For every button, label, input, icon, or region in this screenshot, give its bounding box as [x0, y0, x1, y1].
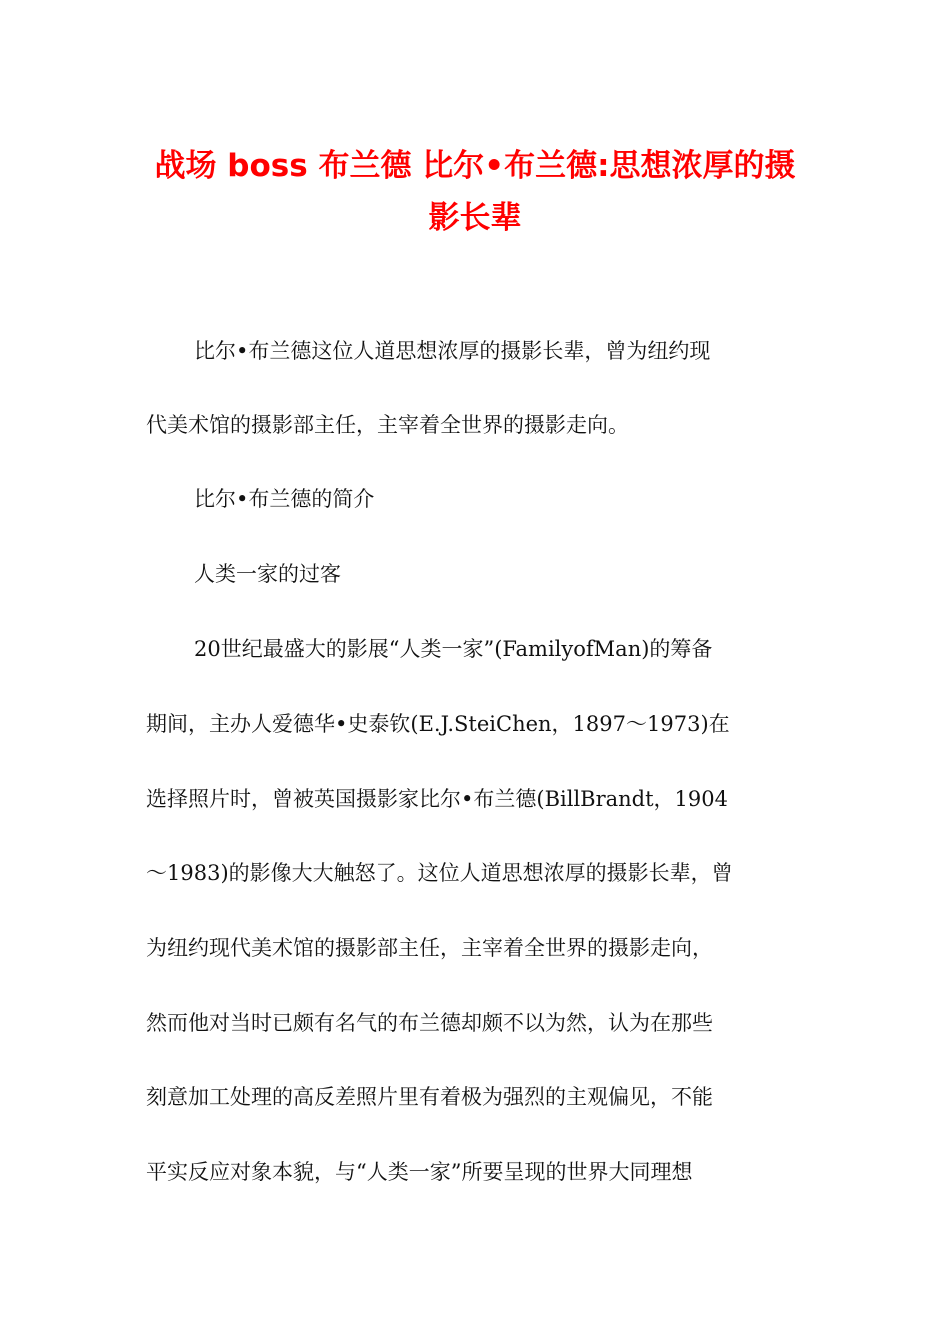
paragraph-line: 为纽约现代美术馆的摄影部主任，主宰着全世界的摄影走向，	[146, 936, 713, 960]
paragraph-line: 比尔•布兰德这位人道思想浓厚的摄影长辈，曾为纽约现	[194, 339, 711, 363]
title-line-2: 影长辈	[428, 200, 522, 236]
paragraph-line: ～1983)的影像大大触怒了。这位人道思想浓厚的摄影长辈，曾	[146, 861, 733, 885]
paragraph-line: 代美术馆的摄影部主任，主宰着全世界的摄影走向。	[146, 413, 629, 437]
paragraph-line: 平实反应对象本貌，与“人类一家”所要呈现的世界大同理想	[146, 1160, 693, 1184]
paragraph-line: 期间，主办人爱德华•史泰钦(E.J.SteiChen，1897～1973)在	[146, 712, 730, 736]
section-heading: 比尔•布兰德的简介	[194, 487, 375, 511]
title-line-1: 战场 boss 布兰德 比尔•布兰德:思想浓厚的摄	[154, 148, 796, 184]
document-title	[130, 140, 820, 244]
paragraph-line: 20世纪最盛大的影展“人类一家”(FamilyofMan)的筹备	[194, 637, 713, 661]
paragraph-line: 选择照片时，曾被英国摄影家比尔•布兰德(BillBrandt，1904	[146, 787, 728, 811]
paragraph-line: 然而他对当时已颇有名气的布兰德却颇不以为然，认为在那些	[146, 1011, 713, 1035]
section-heading: 人类一家的过客	[194, 562, 341, 586]
paragraph-line: 刻意加工处理的高反差照片里有着极为强烈的主观偏见，不能	[146, 1085, 713, 1109]
